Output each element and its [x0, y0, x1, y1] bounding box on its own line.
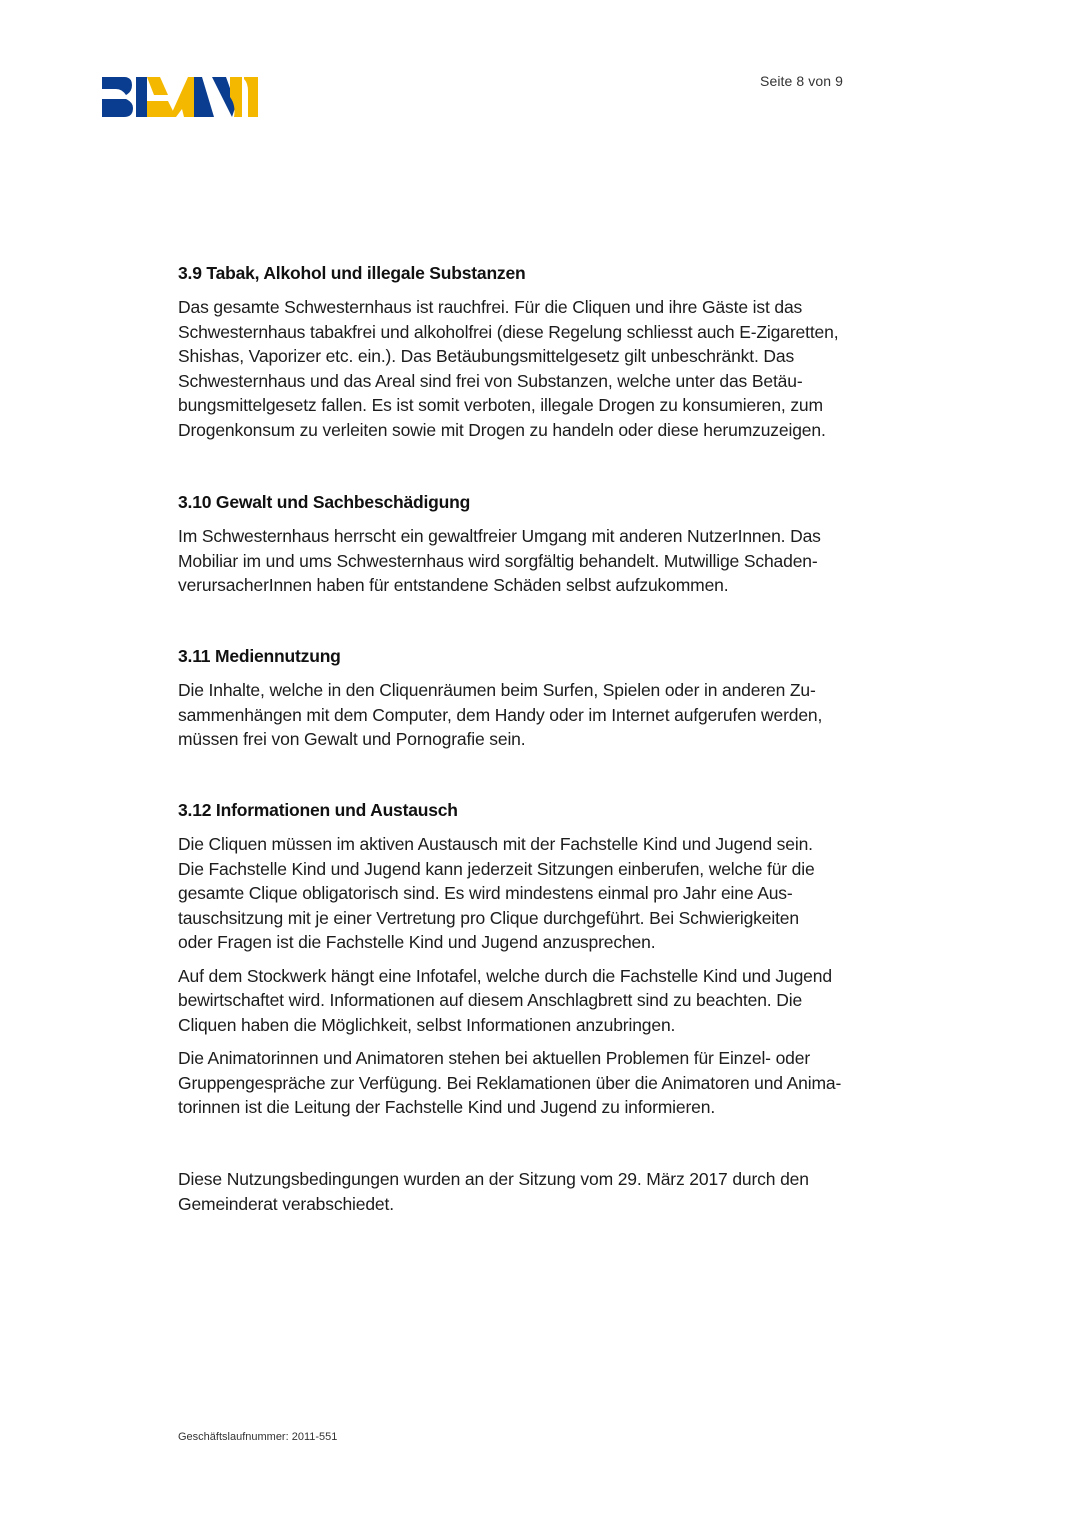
text-line: oder Fragen ist die Fachstelle Kind und Jugend anzusprechen. — [178, 932, 656, 952]
text-line: Schwesternhaus und das Areal sind frei von Substanzen, welche unter das Betäu- — [178, 370, 803, 391]
text-line: Schwesternhaus tabakfrei und alkoholfrei (diese Regelung schliesst auch E-Zigaretten, — [178, 321, 839, 342]
paragraph — [178, 524, 821, 598]
text-line: müssen frei von Gewalt und Pornografie sein. — [178, 729, 526, 749]
text-line: Im Schwesternhaus herrscht ein gewaltfreier Umgang mit anderen NutzerInnen. Das — [178, 526, 821, 546]
paragraph — [178, 1046, 841, 1120]
section-heading: 3.10 Gewalt und Sachbeschädigung — [178, 492, 471, 512]
paragraph — [178, 964, 841, 1038]
text-line: Auf dem Stockwerk hängt eine Infotafel, welche durch die Fachstelle Kind und Jugend — [178, 965, 832, 986]
section-heading: 3.11 Mediennutzung — [178, 646, 341, 666]
text-line: gesamte Clique obligatorisch sind. Es wird mindestens einmal pro Jahr eine Aus- — [178, 883, 793, 903]
closing-statement — [178, 1167, 809, 1225]
text-line: Die Animatorinnen und Animatoren stehen bei aktuellen Problemen für Einzel- oder — [178, 1048, 810, 1068]
text-line: Cliquen haben die Möglichkeit, selbst Informationen anzubringen. — [178, 1014, 676, 1035]
text-line: tauschsitzung mit je einer Vertretung pro Clique durchgeführt. Bei Schwierigkeiten — [178, 907, 799, 928]
text-line: Mobiliar im und ums Schwesternhaus wird sorgfältig behandelt. Mutwillige Schaden- — [178, 550, 818, 571]
brand-logo — [102, 77, 258, 117]
paragraph — [178, 678, 822, 752]
text-line: Drogenkonsum zu verleiten sowie mit Drogen zu handeln oder diese herumzuzeigen. — [178, 419, 826, 440]
paragraph — [178, 1167, 809, 1216]
text-line: Diese Nutzungsbedingungen wurden an der Sitzung vom 29. März 2017 durch den — [178, 1169, 809, 1189]
text-line: bungsmittelgesetz fallen. Es ist somit verboten, illegale Drogen zu konsumieren, zum — [178, 395, 823, 415]
text-line: sammenhängen mit dem Computer, dem Handy oder im Internet aufgerufen werden, — [178, 704, 823, 725]
text-line: Gemeinderat verabschiedet. — [178, 1193, 394, 1214]
text-line: Gruppengespräche zur Verfügung. Bei Reklamationen über die Animatoren und Anima- — [178, 1072, 842, 1093]
text-line: Das gesamte Schwesternhaus ist rauchfrei. Für die Cliquen und ihre Gäste ist das — [178, 297, 803, 317]
text-line: Die Inhalte, welche in den Cliquenräumen beim Surfen, Spielen oder in anderen Zu- — [178, 680, 816, 700]
paragraph — [178, 832, 841, 955]
section-heading: 3.12 Informationen und Austausch — [178, 800, 458, 820]
section-heading: 3.9 Tabak, Alkohol und illegale Substanzen — [178, 263, 526, 283]
text-line: Die Fachstelle Kind und Jugend kann jederzeit Sitzungen einberufen, welche für die — [178, 858, 815, 879]
text-line: Die Cliquen müssen im aktiven Austausch mit der Fachstelle Kind und Jugend sein. — [178, 834, 813, 854]
logo-graphic — [102, 77, 258, 117]
footer-reference: Geschäftslaufnummer: 2011-551 — [178, 1431, 338, 1443]
text-line: verursacherInnen haben für entstandene Schäden selbst aufzukommen. — [178, 575, 729, 595]
page-indicator: Seite 8 von 9 — [760, 73, 844, 89]
section-3-9 — [178, 262, 838, 451]
section-3-12 — [178, 799, 841, 1129]
section-3-10 — [178, 491, 821, 607]
paragraph — [178, 295, 838, 442]
text-line: Shishas, Vaporizer etc. ein.). Das Betäubungsmittelgesetz gilt unbeschränkt. Das — [178, 346, 795, 366]
text-line: bewirtschaftet wird. Informationen auf diesem Anschlagbrett sind zu beachten. Die — [178, 990, 803, 1010]
section-3-11 — [178, 645, 822, 761]
text-line: torinnen ist die Leitung der Fachstelle Kind und Jugend zu informieren. — [178, 1097, 716, 1117]
